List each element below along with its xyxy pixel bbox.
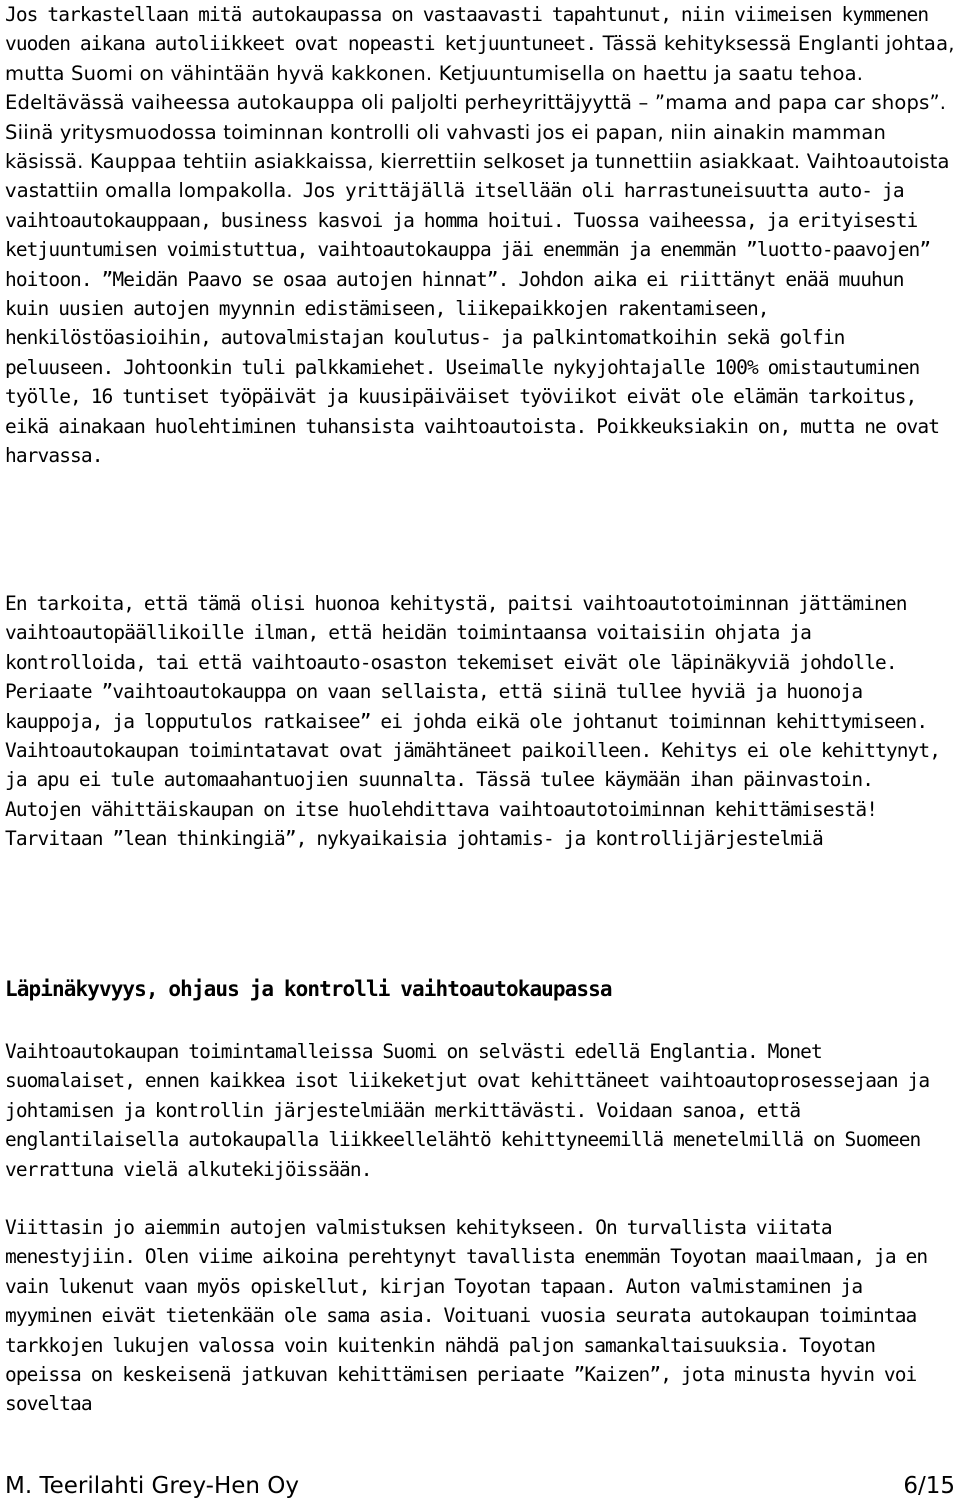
paragraph-1-run-2: Tässä kehityksessä Englanti johtaa, mutta Suomi on vähintään hyvä kakkonen. Ketjuuntumisella on haettu ja saatu tehoa. Edeltävässä vaiheessa autokauppa oli paljolti perheyrittäjyyttä xyxy=(5,32,955,115)
paragraph-4 xyxy=(5,1213,955,1419)
paragraph-3 xyxy=(5,1037,955,1184)
paragraph-1-run-5: Jos yrittäjällä itsellään oli harrastuneisuutta auto- ja vaihtoautokauppaan, business kasvoi ja homma hoitui. Tuossa vaiheessa, ja erityisesti ketjuuntumisen voimistuttua, vaihtoautokauppa jäi enemmän ja enemmän ”luotto-paavojen” hoitoon. ”Meidän Paavo se osaa autojen hinnat”. Johdon aika ei riittänyt enää muuhun kuin uusien autojen myynnin edistämiseen, liikepaikkojen rakentamiseen, henkilöstöasioihin, autovalmistajan koulutus- ja palkintomatkoihin sekä golfin peluuseen. Johtoonkin tuli palkkamiehet. Useimalle nykyjohtajalle 100% omistautuminen työlle, 16 tuntiset työpäivät ja kuusipäiväiset työviikot eivät ole elämän tarkoitus, eikä ainakaan huolehtiminen tuhansista vaihtoautoista. Poikkeuksiakin on, mutta ne ovat harvassa. xyxy=(5,179,940,468)
paragraph-1 xyxy=(5,0,955,471)
paragraph-1-run-4: Siinä yritysmuodossa toiminnan kontrolli oli vahvasti jos ei papan, niin ainakin mamman käsissä. Kauppaa tehtiin asiakkaissa, kierrettiin selkoset ja tunnettiin asiakkaat. Vaihtoautoista vastattiin omalla lompakolla. xyxy=(5,120,950,203)
page-footer xyxy=(5,1470,955,1502)
paragraph-2 xyxy=(5,589,955,854)
paragraph-3-run-1: Vaihtoautokaupan toimintamalleissa Suomi on selvästi edellä Englantia. Monet suomalaiset, ennen kaikkea isot liikeketjut ovat kehittäneet vaihtoautoprosessejaan ja johtamisen ja kontrollin järjestelmiään merkittävästi. Voidaan sanoa, että englantilaisella autokaupalla liikkeellelähtö kehittyneemillä menetelmillä on Suomeen verrattuna vielä alkutekijöissään. xyxy=(5,1040,930,1181)
paragraph-2-run-1: En tarkoita, että tämä olisi huonoa kehitystä, paitsi vaihtoautotoiminnan jättäminen vaihtoautopäällikoille ilman, että heidän toimintaansa voitaisiin ohjata ja kontrolloida, tai että vaihtoauto-osaston tekemiset eivät ole läpinäkyviä johdolle. Periaate ”vaihtoautokauppa on vaan sellaista, että siinä tullee hyviä ja huonoja kauppoja, ja lopputulos ratkaisee” ei johda eikä ole johtanut toiminnan kehittymiseen. Vaihtoautokaupan toimintatavat ovat jämähtäneet paikoilleen. Kehitys ei ole kehittynyt, ja apu ei tule automaahantuojien suunnalta. Tässä tulee käymään ihan päinvastoin. Autojen vähittäiskaupan on itse huolehdittava vaihtoautotoiminnan kehittämisestä! Tarvitaan ”lean thinkingiä”, nykyaikaisia johtamis- ja kontrollijärjestelmiä xyxy=(5,592,941,851)
footer-page-number: 6/15 xyxy=(903,1473,955,1499)
paragraph-1-run-3: – ”mama and papa car shops”. xyxy=(638,91,947,115)
footer-author: M. Teerilahti Grey-Hen Oy xyxy=(5,1473,300,1499)
paragraph-1-run-1: Jos tarkastellaan mitä autokaupassa on vastaavasti tapahtunut, niin viimeisen kymmenen vuoden aikana autoliikkeet ovat nopeasti ketjuuntuneet. xyxy=(5,3,929,56)
paragraph-4-run-1: Viittasin jo aiemmin autojen valmistuksen kehitykseen. On turvallista viitata menestyjiin. Olen viime aikoina perehtynyt tavallista enemmän Toyotan maailmaan, ja en vain lukenut vaan myös opiskellut, kirjan Toyotan tapaan. Auton valmistaminen ja myyminen eivät tietenkään ole sama asia. Voituani vuosia seurata autokaupan toimintaa tarkkojen lukujen valossa voin kuitenkin nähdä paljon samankaltaisuuksia. Toyotan opeissa on keskeisenä jatkuvan kehittämisen periaate ”Kaizen”, jota minusta hyvin voi soveltaa xyxy=(5,1216,928,1416)
section-heading: Läpinäkyvyys, ohjaus ja kontrolli vaihtoautokaupassa xyxy=(5,977,612,1001)
